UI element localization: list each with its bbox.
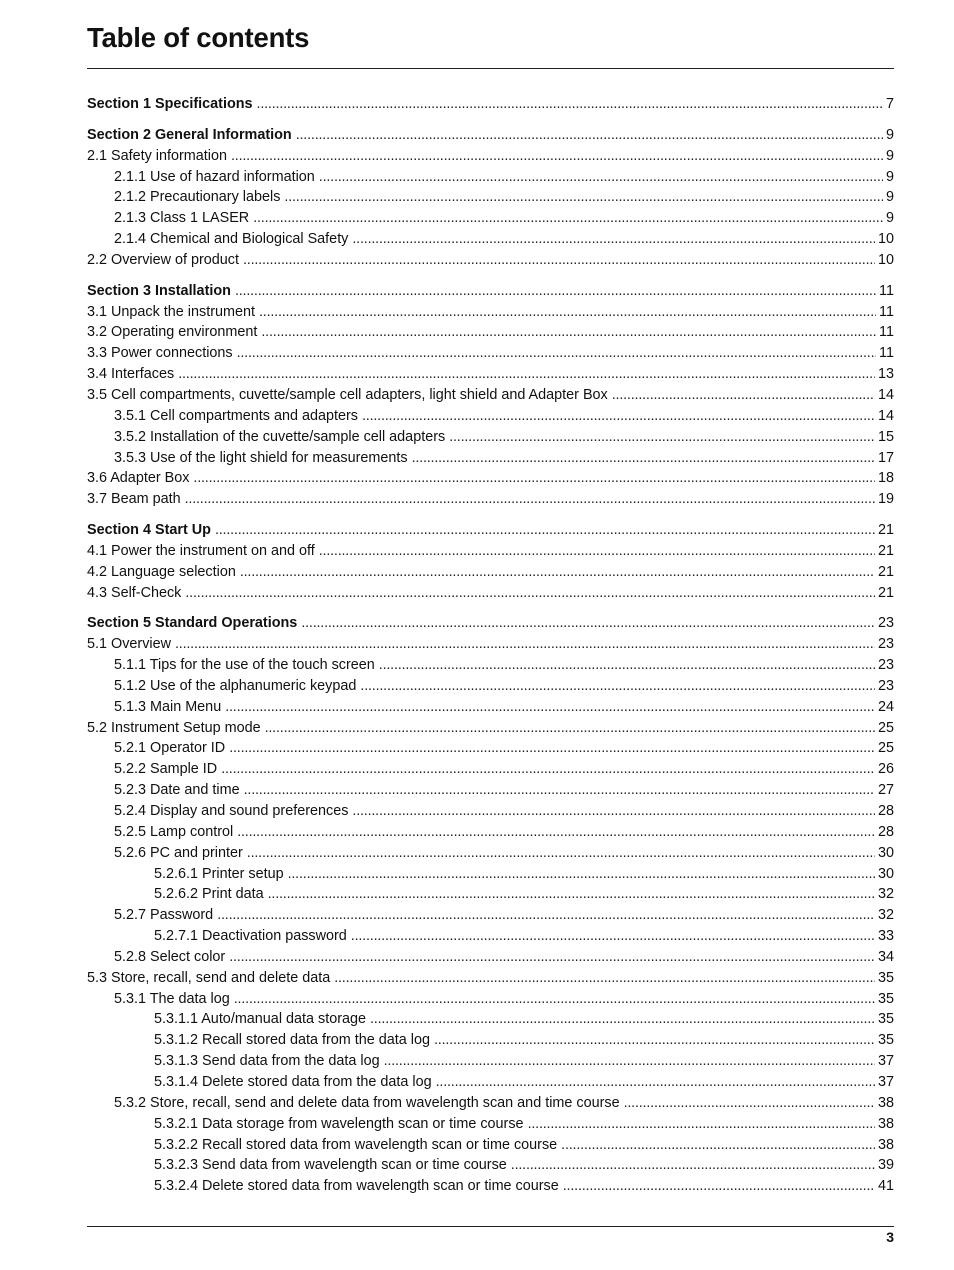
toc-entry[interactable] bbox=[87, 989, 894, 1010]
dot-leader bbox=[244, 780, 875, 801]
toc-entry-page-number: 35 bbox=[877, 990, 894, 1007]
dot-leader bbox=[231, 146, 883, 167]
dot-leader bbox=[215, 520, 875, 541]
toc-entry-label: 4.3 Self-Check bbox=[87, 584, 182, 601]
dot-leader bbox=[379, 655, 875, 676]
dot-leader bbox=[434, 1030, 875, 1051]
toc-entry[interactable] bbox=[87, 780, 894, 801]
toc-entry-label: 5.1.1 Tips for the use of the touch screen bbox=[114, 657, 375, 674]
dot-leader bbox=[261, 322, 876, 343]
toc-entry[interactable] bbox=[87, 489, 894, 510]
toc-entry[interactable] bbox=[87, 1009, 894, 1030]
toc-entry-label: 5.1.2 Use of the alphanumeric keypad bbox=[114, 677, 357, 694]
dot-leader bbox=[229, 738, 875, 759]
dot-leader bbox=[221, 759, 875, 780]
toc-entry[interactable] bbox=[87, 302, 894, 323]
toc-entry[interactable] bbox=[87, 697, 894, 718]
toc-entry-page-number: 11 bbox=[879, 324, 894, 341]
toc-entry-page-number: 18 bbox=[877, 470, 894, 487]
toc-entry-page-number: 21 bbox=[877, 542, 894, 559]
toc-entry-label: 5.2.3 Date and time bbox=[114, 782, 240, 799]
dot-leader bbox=[234, 989, 875, 1010]
toc-entry-page-number: 9 bbox=[885, 168, 894, 185]
toc-entry-label: 5.2 Instrument Setup mode bbox=[87, 719, 261, 736]
toc-entry-label: 5.1.3 Main Menu bbox=[114, 698, 222, 715]
toc-entry[interactable] bbox=[87, 738, 894, 759]
dot-leader bbox=[612, 385, 875, 406]
dot-leader bbox=[319, 167, 883, 188]
toc-entry[interactable] bbox=[87, 187, 894, 208]
toc-entry-label: 5.3 Store, recall, send and delete data bbox=[87, 969, 331, 986]
toc-entry[interactable] bbox=[87, 655, 894, 676]
dot-leader bbox=[237, 343, 876, 364]
bottom-divider bbox=[87, 1226, 894, 1227]
toc-entry-page-number: 37 bbox=[877, 1053, 894, 1070]
toc-entry-label: 3.7 Beam path bbox=[87, 491, 181, 508]
dot-leader bbox=[247, 843, 875, 864]
toc-entry-page-number: 9 bbox=[885, 126, 894, 143]
toc-entry-page-number: 11 bbox=[879, 303, 894, 320]
toc-entry-page-number: 23 bbox=[877, 657, 894, 674]
toc-entry-page-number: 15 bbox=[877, 428, 894, 445]
dot-leader bbox=[240, 562, 875, 583]
dot-leader bbox=[237, 822, 875, 843]
toc-entry-page-number: 27 bbox=[877, 782, 894, 799]
toc-list bbox=[87, 94, 894, 1197]
toc-entry-label: 5.3.1 The data log bbox=[114, 990, 230, 1007]
toc-entry-page-number: 35 bbox=[877, 969, 894, 986]
toc-entry-page-number: 21 bbox=[877, 522, 894, 539]
toc-entry-label: 5.3.1.4 Delete stored data from the data log bbox=[154, 1073, 432, 1090]
dot-leader bbox=[370, 1009, 875, 1030]
toc-entry-page-number: 17 bbox=[877, 449, 894, 466]
dot-leader bbox=[178, 364, 875, 385]
toc-entry-label: Section 1 Specifications bbox=[87, 96, 253, 112]
toc-entry-page-number: 35 bbox=[877, 1011, 894, 1028]
toc-entry-label: 5.3.2 Store, recall, send and delete data from wavelength scan and time course bbox=[114, 1094, 620, 1111]
toc-entry-page-number: 10 bbox=[877, 251, 894, 268]
toc-entry-page-number: 37 bbox=[877, 1073, 894, 1090]
toc-entry[interactable] bbox=[87, 583, 894, 604]
toc-entry-page-number: 26 bbox=[877, 761, 894, 778]
toc-entry[interactable] bbox=[87, 947, 894, 968]
dot-leader bbox=[185, 489, 875, 510]
toc-entry-label: Section 4 Start Up bbox=[87, 522, 211, 539]
toc-entry-page-number: 7 bbox=[885, 96, 894, 112]
toc-entry-label: 5.2.6 PC and printer bbox=[114, 844, 243, 861]
toc-section-entry[interactable] bbox=[87, 281, 894, 302]
toc-entry-page-number: 32 bbox=[877, 886, 894, 903]
dot-leader bbox=[436, 1072, 875, 1093]
toc-entry-label: 5.2.6.1 Printer setup bbox=[154, 865, 284, 882]
toc-entry[interactable] bbox=[87, 229, 894, 250]
toc-entry-label: 5.3.2.2 Recall stored data from wavelength scan or time course bbox=[154, 1136, 558, 1153]
toc-entry-label: 4.2 Language selection bbox=[87, 563, 236, 580]
toc-entry[interactable] bbox=[87, 676, 894, 697]
toc-entry-page-number: 23 bbox=[877, 636, 894, 653]
dot-leader bbox=[288, 864, 875, 885]
dot-leader bbox=[235, 281, 876, 302]
toc-entry-page-number: 21 bbox=[877, 584, 894, 601]
toc-entry-label: 3.5.1 Cell compartments and adapters bbox=[114, 407, 358, 424]
toc-entry-page-number: 19 bbox=[877, 491, 894, 508]
toc-entry-label: 3.3 Power connections bbox=[87, 345, 233, 362]
toc-entry-label: 2.2 Overview of product bbox=[87, 251, 239, 268]
toc-entry-label: 5.1 Overview bbox=[87, 636, 171, 653]
toc-entry[interactable] bbox=[87, 718, 894, 739]
toc-entry-label: 5.3.2.4 Delete stored data from wavelength scan or time course bbox=[154, 1178, 559, 1195]
dot-leader bbox=[268, 884, 875, 905]
toc-entry-label: 5.3.1.2 Recall stored data from the data log bbox=[154, 1032, 430, 1049]
toc-entry-label: 2.1.1 Use of hazard information bbox=[114, 168, 315, 185]
toc-entry-page-number: 38 bbox=[877, 1094, 894, 1111]
toc-entry-label: 2.1.4 Chemical and Biological Safety bbox=[114, 231, 349, 248]
toc-entry[interactable] bbox=[87, 1114, 894, 1135]
toc-entry-page-number: 21 bbox=[877, 563, 894, 580]
toc-entry-label: 5.2.6.2 Print data bbox=[154, 886, 264, 903]
toc-entry[interactable] bbox=[87, 822, 894, 843]
toc-entry[interactable] bbox=[87, 343, 894, 364]
toc-entry[interactable] bbox=[87, 1176, 894, 1197]
toc-entry[interactable] bbox=[87, 801, 894, 822]
toc-entry-page-number: 10 bbox=[877, 231, 894, 248]
dot-leader bbox=[259, 302, 876, 323]
toc-entry-page-number: 14 bbox=[877, 386, 894, 403]
dot-leader bbox=[225, 697, 875, 718]
dot-leader bbox=[193, 468, 875, 489]
dot-leader bbox=[253, 208, 883, 229]
dot-leader bbox=[265, 718, 875, 739]
dot-leader bbox=[360, 676, 875, 697]
toc-entry-label: 3.5 Cell compartments, cuvette/sample cell adapters, light shield and Adapter Box bbox=[87, 386, 608, 403]
toc-entry-page-number: 9 bbox=[885, 210, 894, 227]
toc-entry[interactable] bbox=[87, 1051, 894, 1072]
dot-leader bbox=[624, 1093, 875, 1114]
toc-entry-label: 5.3.1.3 Send data from the data log bbox=[154, 1053, 380, 1070]
toc-entry[interactable] bbox=[87, 926, 894, 947]
toc-entry[interactable] bbox=[87, 759, 894, 780]
toc-entry-page-number: 25 bbox=[877, 719, 894, 736]
dot-leader bbox=[384, 1051, 875, 1072]
dot-leader bbox=[257, 94, 883, 115]
toc-entry-label: 5.2.4 Display and sound preferences bbox=[114, 803, 349, 819]
toc-entry-page-number: 41 bbox=[877, 1178, 894, 1195]
toc-entry[interactable] bbox=[87, 864, 894, 885]
toc-entry[interactable] bbox=[87, 1072, 894, 1093]
dot-leader bbox=[334, 968, 875, 989]
toc-entry-label: 5.2.1 Operator ID bbox=[114, 740, 226, 757]
toc-entry-page-number: 9 bbox=[885, 147, 894, 164]
toc-entry-page-number: 11 bbox=[879, 282, 894, 299]
toc-entry-label: 3.2 Operating environment bbox=[87, 324, 258, 341]
toc-entry-label: 2.1 Safety information bbox=[87, 147, 227, 164]
dot-leader bbox=[352, 801, 875, 822]
toc-entry-page-number: 9 bbox=[885, 189, 894, 206]
toc-entry[interactable] bbox=[87, 167, 894, 188]
toc-entry-page-number: 32 bbox=[877, 907, 894, 924]
toc-section-entry[interactable] bbox=[87, 520, 894, 541]
toc-entry-label: 5.3.2.3 Send data from wavelength scan or time course bbox=[154, 1157, 507, 1174]
toc-entry[interactable] bbox=[87, 634, 894, 655]
toc-entry-page-number: 13 bbox=[877, 366, 894, 383]
toc-entry-page-number: 34 bbox=[877, 948, 894, 965]
toc-entry-label: 3.4 Interfaces bbox=[87, 366, 175, 383]
dot-leader bbox=[284, 187, 883, 208]
toc-entry[interactable] bbox=[87, 1093, 894, 1114]
toc-entry-label: 5.3.2.1 Data storage from wavelength scan or time course bbox=[154, 1115, 524, 1132]
page-number: 3 bbox=[886, 1229, 894, 1245]
toc-section-entry[interactable] bbox=[87, 94, 894, 115]
toc-entry[interactable] bbox=[87, 146, 894, 167]
toc-entry-page-number: 23 bbox=[877, 677, 894, 694]
toc-entry[interactable] bbox=[87, 1135, 894, 1156]
toc-entry-label: Section 5 Standard Operations bbox=[87, 615, 298, 632]
toc-entry[interactable] bbox=[87, 427, 894, 448]
toc-entry-page-number: 38 bbox=[877, 1115, 894, 1132]
toc-entry[interactable] bbox=[87, 541, 894, 562]
toc-entry-label: 4.1 Power the instrument on and off bbox=[87, 542, 315, 559]
dot-leader bbox=[243, 250, 875, 271]
toc-entry-label: 2.1.3 Class 1 LASER bbox=[114, 210, 250, 227]
page-title: Table of contents bbox=[87, 22, 310, 53]
toc-entry-page-number: 14 bbox=[877, 407, 894, 424]
dot-leader bbox=[352, 229, 875, 250]
toc-entry-page-number: 11 bbox=[879, 345, 894, 362]
toc-entry-page-number: 30 bbox=[877, 865, 894, 882]
toc-entry-label: 5.2.7 Password bbox=[114, 907, 214, 924]
dot-leader bbox=[563, 1176, 875, 1197]
toc-section-entry[interactable] bbox=[87, 125, 894, 146]
toc-entry-label: 3.6 Adapter Box bbox=[87, 470, 190, 487]
dot-leader bbox=[229, 947, 875, 968]
dot-leader bbox=[351, 926, 875, 947]
toc-entry-label: 5.2.8 Select color bbox=[114, 948, 226, 965]
toc-entry[interactable] bbox=[87, 468, 894, 489]
toc-entry[interactable] bbox=[87, 250, 894, 271]
toc-entry[interactable] bbox=[87, 1030, 894, 1051]
toc-entry-page-number: 38 bbox=[877, 1136, 894, 1153]
toc-entry[interactable] bbox=[87, 448, 894, 469]
toc-entry-page-number: 28 bbox=[877, 803, 894, 819]
toc-section-entry[interactable] bbox=[87, 613, 894, 634]
toc-entry[interactable] bbox=[87, 208, 894, 229]
toc-entry-page-number: 35 bbox=[877, 1032, 894, 1049]
toc-entry-page-number: 25 bbox=[877, 740, 894, 757]
toc-entry-page-number: 24 bbox=[877, 698, 894, 715]
toc-entry-label: 3.5.2 Installation of the cuvette/sample cell adapters bbox=[114, 428, 446, 445]
toc-entry[interactable] bbox=[87, 406, 894, 427]
toc-entry[interactable] bbox=[87, 1155, 894, 1176]
dot-leader bbox=[561, 1135, 875, 1156]
dot-leader bbox=[511, 1155, 875, 1176]
toc-entry-label: 2.1.2 Precautionary labels bbox=[114, 189, 281, 206]
toc-entry-label: Section 2 General Information bbox=[87, 126, 292, 143]
toc-entry[interactable] bbox=[87, 322, 894, 343]
toc-entry-page-number: 23 bbox=[877, 615, 894, 632]
toc-entry-page-number: 30 bbox=[877, 844, 894, 861]
toc-entry[interactable] bbox=[87, 884, 894, 905]
dot-leader bbox=[362, 406, 875, 427]
toc-entry[interactable] bbox=[87, 905, 894, 926]
dot-leader bbox=[412, 448, 875, 469]
dot-leader bbox=[175, 634, 875, 655]
toc-entry-page-number: 39 bbox=[877, 1157, 894, 1174]
dot-leader bbox=[217, 905, 875, 926]
dot-leader bbox=[185, 583, 875, 604]
toc-entry-label: Section 3 Installation bbox=[87, 282, 231, 299]
toc-entry-label: 5.2.2 Sample ID bbox=[114, 761, 218, 778]
toc-entry-page-number: 33 bbox=[877, 928, 894, 945]
toc-entry-label: 5.2.5 Lamp control bbox=[114, 823, 234, 840]
toc-entry[interactable] bbox=[87, 843, 894, 864]
top-divider bbox=[87, 68, 894, 69]
toc-entry[interactable] bbox=[87, 968, 894, 989]
toc-entry[interactable] bbox=[87, 562, 894, 583]
dot-leader bbox=[296, 125, 883, 146]
dot-leader bbox=[528, 1114, 875, 1135]
toc-entry-page-number: 28 bbox=[877, 823, 894, 840]
toc-entry[interactable] bbox=[87, 385, 894, 406]
toc-entry-label: 3.5.3 Use of the light shield for measurements bbox=[114, 449, 408, 466]
dot-leader bbox=[449, 427, 875, 448]
dot-leader bbox=[301, 613, 875, 634]
toc-entry-label: 3.1 Unpack the instrument bbox=[87, 303, 255, 320]
toc-entry-label: 5.2.7.1 Deactivation password bbox=[154, 928, 347, 945]
dot-leader bbox=[319, 541, 875, 562]
toc-entry-label: 5.3.1.1 Auto/manual data storage bbox=[154, 1011, 367, 1028]
toc-entry[interactable] bbox=[87, 364, 894, 385]
